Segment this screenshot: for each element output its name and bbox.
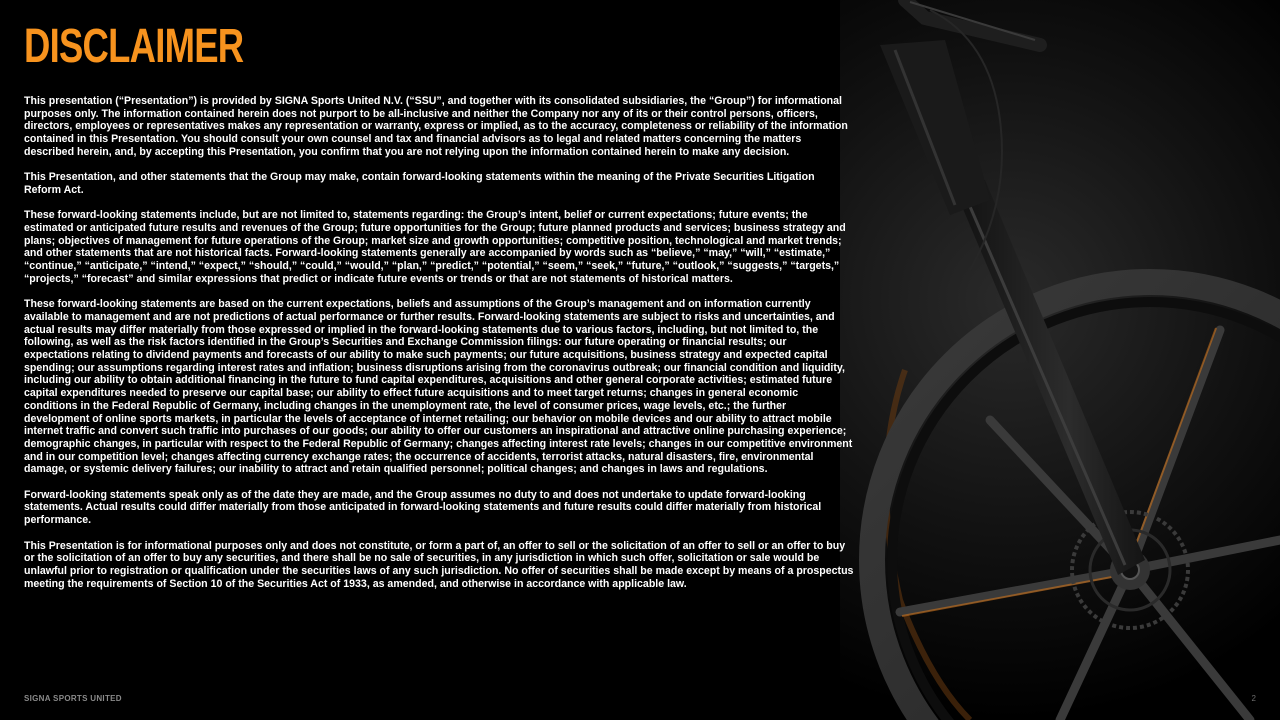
- page-title: DISCLAIMER: [24, 20, 244, 73]
- paragraph-forward-looking: This Presentation, and other statements that the Group may make, contain forward-looking statements within the meaning of the Private Securities Litigation Reform Act.: [24, 171, 815, 196]
- paragraph-statements-include: These forward-looking statements include, but are not limited to, statements regarding: the Group’s intent, belief or current expectations; future events; the estimated or anticipated future results and revenues of the Group; future opportunities for the Group; future planned products and services; business strategy and plans; objectives of management for future operations of the Group; market size and growth opportunities; competitive position, technological and market trends; and other statements that are not historical facts. Forward-looking statements generally are accompanied by words such as “believe,” “may,” “will,” “estimate,” “continue,” “anticipate,” “intend,” “expect,” “should,” “could,” “would,” “plan,” “predict,” “potential,” “seem,” “seek,” “future,” “outlook,” “suggests,” “targets,” “projects,” “forecast” and similar expressions that predict or indicate future events or trends or that are not statements of historical matters.: [24, 209, 846, 285]
- paragraph-intro: This presentation (“Presentation”) is provided by SIGNA Sports United N.V. (“SSU”, and together with its consolidated subsidiaries, the “Group”) for informational purposes only. The information contained herein does not purport to be all-inclusive and neither the Company nor any of its or their control persons, officers, directors, employees or representatives makes any representation or warranty, express or implied, as to the accuracy, completeness or reliability of the information contained in this Presentation. You should consult your own counsel and tax and financial advisors as to legal and related matters concerning the matters described herein, and, by accepting this Presentation, you confirm that you are not relying upon the information contained herein to make any decision.: [24, 95, 848, 158]
- disclaimer-body: [24, 95, 854, 603]
- page-number: 2: [1251, 694, 1256, 703]
- paragraph-update-duty: Forward-looking statements speak only as of the date they are made, and the Group assumes no duty to and does not undertake to update forward-looking statements. Actual results could differ materially from those anticipated in forward-looking statements and future results could differ materially from historical performance.: [24, 488, 822, 527]
- footer-brand: SIGNA SPORTS UNITED: [24, 694, 122, 703]
- paragraph-risks: These forward-looking statements are based on the current expectations, beliefs and assumptions of the Group’s management and on information currently available to management and are not predictions of actual performance or further results. Forward-looking statements are subject to risks and uncertainties, and actual results may differ materially from those expressed or implied in the forward-looking statements due to various factors, including, but not limited to, the following, as well as the risk factors identified in the Group’s Securities and Exchange Commission filings: our future operating or financial results; our expectations relating to dividend payments and forecasts of our ability to make such payments; our future acquisitions, business strategy and expected capital spending; our assumptions regarding interest rates and inflation; business disruptions arising from the coronavirus outbreak; our financial condition and liquidity, including our ability to obtain additional financing in the future to fund capital expenditures, acquisitions and other general corporate activities; estimated future capital expenditures needed to preserve our capital base; our ability to effect future acquisitions and to meet target returns; changes in general economic conditions in the Federal Republic of Germany, including changes in the unemployment rate, the level of consumer prices, wage levels, etc.; the further development of online sports markets, in particular the levels of acceptance of internet retailing; our behavior on mobile devices and our ability to attract mobile internet traffic and convert such traffic into purchases of our goods; our ability to offer our customers an inspirational and attractive online purchasing experience; demographic changes, in particular with respect to the Federal Republic of Germany; changes affecting interest rate levels; changes in our competitive environment and in our competition level; changes affecting currency exchange rates; the occurrence of accidents, terrorist attacks, natural disasters, fire, environmental damage, or systemic delivery failures; our inability to attract and retain qualified personnel; political changes; and changes in laws and regulations.: [24, 298, 853, 476]
- paragraph-no-offer: This Presentation is for informational purposes only and does not constitute, or form a part of, an offer to sell or the solicitation of an offer to sell or an offer to buy or the solicitation of an offer to buy any securities, and there shall be no sale of securities, in any jurisdiction in which such offer, solicitation or sale would be unlawful prior to registration or qualification under the securities laws of any such jurisdiction. No offer of securities shall be made except by means of a prospectus meeting the requirements of Section 10 of the Securities Act of 1933, as amended, and otherwise in accordance with applicable law.: [24, 539, 854, 590]
